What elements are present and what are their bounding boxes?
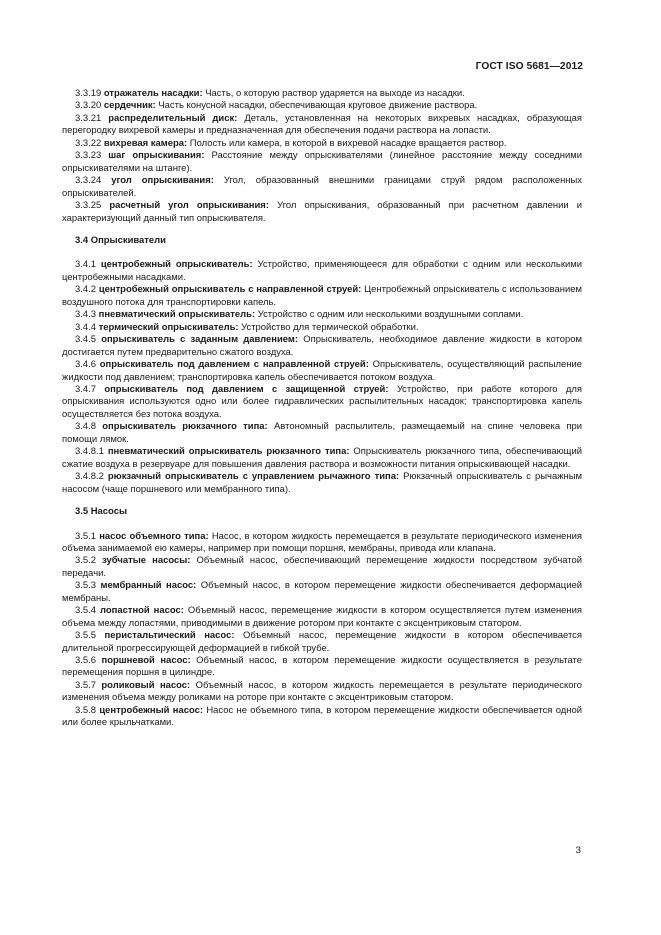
definition-text: Угол, образованный внешними границами струй рядом расположенных опрыскивателей. [62,175,583,199]
definition-paragraph [62,531,582,556]
term: центробежный насос: [99,704,203,716]
term: угол опрыскивания: [111,175,214,187]
definition-text: Насос не объемного типа, в котором перемещение жидкости обеспечивается одной или более крыльчатками. [62,704,582,729]
definition-text: Центробежный опрыскиватель с использованием воздушного потока для транспортировки капель. [62,284,582,308]
definition-paragraph [62,680,582,705]
clause-number: 3.4.8 [75,421,96,433]
term: центробежный опрыскиватель с направленной струей: [98,284,362,296]
document-header: ГОСТ ISO 5681—2012 [475,61,583,72]
definition-paragraph [62,175,582,200]
definition-text: Опрыскиватель рюкзачного типа, обеспечивающий сжатие воздуха в резервуаре для повышения давления раствора и возможности питания опрыскивающей насадки. [62,446,582,470]
term: сердечник: [103,100,156,112]
definition-paragraph [62,359,582,384]
clause-number: 3.4.4 [75,321,96,333]
definition-text: Расстояние между опрыскивателями (линейное расстояние между соседними опрыскивателями на штанге). [62,150,583,174]
definition-text: Опрыскиватель, осуществляющий распыление жидкости под давлением; транспортировка капель обеспечивается потоком воздуха. [62,359,583,383]
definition-paragraph [62,446,582,471]
definition-paragraph [62,200,582,225]
term: шаг опрыскивания: [108,150,205,162]
clause-number: 3.5.1 [75,530,96,542]
term: термический опрыскиватель: [98,321,239,333]
definition-paragraph [62,630,582,655]
clause-number: 3.4.5 [75,334,96,346]
definition-text: Объемный насос, в котором перемещение жидкости обеспечивается деформацией мембраны. [62,580,583,604]
clause-number: 3.5.2 [75,555,96,567]
definition-text: Часть, о которую раствор ударяется на выходе из насадки. [205,88,465,99]
clause-number: 3.4.8.1 [75,446,104,458]
clause-number: 3.4.2 [75,284,96,296]
definition-text: Устройство, при работе которого для опрыскивания используются одно или более гидравлических распылительных насадок; транспортировка капель осуществляется без потока воздуха. [62,383,583,420]
definition-paragraph [62,580,582,605]
term: пневматический опрыскиватель рюкзачного типа: [107,446,350,458]
term: опрыскиватель под давлением с защищенной струей: [104,383,389,395]
definition-paragraph [62,100,582,112]
definition-paragraph [62,655,582,680]
term: опрыскиватель рюкзачного типа: [102,421,268,433]
definition-paragraph [62,284,582,309]
definition-text: Устройство с одним или несколькими воздушными соплами. [257,309,524,321]
definition-text: Автономный распылитель, размещаемый на спине человека при помощи лямок. [62,421,582,445]
clause-number: 3.4.6 [75,359,96,371]
clause-number: 3.3.23 [75,150,102,162]
clause-number: 3.3.24 [75,175,102,187]
definition-paragraph [62,384,582,421]
term: отражатель насадки: [103,88,203,99]
term: лопастной насос: [99,605,184,617]
definition-text: Устройство, применяющееся для обработки с одним или несколькими центробежными насадками. [62,259,582,283]
clause-number: 3.3.19 [75,88,102,99]
clause-number: 3.4.7 [75,383,96,395]
definition-paragraph [62,471,582,496]
clause-number: 3.4.1 [75,259,96,271]
definition-paragraph [62,259,582,284]
definition-text: Опрыскиватель, необходимое давление жидкости в котором достигается путем предварительно сжатого воздуха. [62,334,582,358]
definition-text: Объемный насос, перемещение жидкости в котором осуществляется путем изменения объема между лопастями, приводимыми в движение ротором при контакте с эксцентриковым статором. [62,605,583,629]
definition-paragraph [62,113,582,138]
definition-paragraph [62,421,582,446]
definition-paragraph [62,334,582,359]
term: зубчатые насосы: [102,555,191,567]
clause-number: 3.5.5 [75,630,96,642]
clause-number: 3.5.8 [75,704,96,716]
definition-text: Часть конусной насадки, обеспечивающая круговое движение раствора. [158,100,478,112]
definition-paragraph [62,555,582,580]
term: рюкзачный опрыскиватель с управлением рычажного типа: [107,471,400,483]
definition-text: Объемный насос, перемещение жидкости в котором обеспечивается длительной прогрессирующей деформацией в гибкой трубе. [62,630,582,654]
definition-paragraph [62,322,582,334]
definition-paragraph [62,705,582,730]
definition-text: Рюкзачный опрыскиватель с рычажным насосом (чаще поршневого или мембранного типа). [62,471,582,495]
definition-paragraph [62,605,582,630]
definition-text: Полость или камера, в которой в вихревой насадке вращается раствор. [189,137,507,149]
clause-number: 3.5.3 [75,580,96,592]
clause-number: 3.3.20 [75,100,102,112]
clause-number: 3.3.21 [75,112,102,124]
definition-text: Насос, в котором жидкость перемещается в результате периодического изменения объема занимаемой ею камеры, например при помощи поршня, мембраны, привода или клапана. [62,530,583,554]
definition-paragraph [62,88,582,100]
definition-text: Устройство для термической обработки. [241,321,419,333]
clause-number: 3.5.6 [75,655,96,667]
term: перистальтический насос: [104,630,235,642]
term: поршневой насос: [101,655,191,667]
term: мембранный насос: [100,580,197,592]
clause-number: 3.4.3 [75,309,96,321]
term: вихревая камера: [103,137,188,149]
document-body [62,88,582,730]
section-heading: 3.5 Насосы [75,506,128,518]
clause-number: 3.3.22 [75,137,102,149]
definition-text: Угол опрыскивания, образованный при расчетном давлении и характеризующий данный тип опрыскивателя. [62,200,582,224]
term: насос объемного типа: [99,530,209,542]
definition-text: Объемный насос, в котором перемещение жидкости осуществляется в результате перемещения поршня в цилиндре. [62,655,583,679]
definition-text: Объемный насос, в котором жидкость перемещается в результате периодического изменения объема между роликами на роторе при контакте с эксцентриковым статором. [62,679,582,704]
term: распределительный диск: [108,112,238,124]
definition-text: Деталь, установленная на некоторых вихревых насадках, образующая перегородку вихревой камеры и предназначенная для обеспечения подачи раствора на лопасти. [62,112,583,137]
term: расчетный угол опрыскивания: [109,200,269,212]
term: опрыскиватель под давлением с направленной струей: [99,359,369,371]
definition-paragraph [62,150,582,175]
clause-number: 3.3.25 [75,200,102,212]
definition-text: Объемный насос, обеспечивающий перемещение жидкости посредством зубчатой передачи. [62,555,583,579]
term: центробежный опрыскиватель: [100,259,253,271]
term: роликовый насос: [101,679,191,691]
clause-number: 3.4.8.2 [75,471,104,483]
term: опрыскиватель с заданным давлением: [101,334,299,346]
definition-paragraph [62,138,582,150]
term: пневматический опрыскиватель: [98,309,256,321]
section-heading: 3.4 Опрыскиватели [75,234,166,246]
definition-paragraph [62,309,582,321]
clause-number: 3.5.7 [75,679,96,691]
page-number: 3 [575,845,581,856]
clause-number: 3.5.4 [75,605,96,617]
